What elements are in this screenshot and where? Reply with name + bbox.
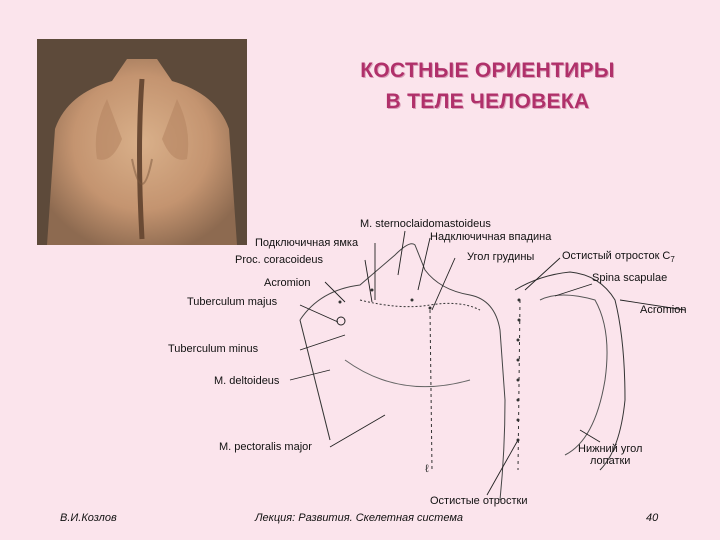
label-deltoideus: M. deltoideus (214, 375, 280, 387)
label-coracoid-process: Proc. coracoideus (235, 254, 324, 266)
label-spina-scapulae: Spina scapulae (592, 272, 668, 284)
label-inferior-angle-line-2: лопатки (589, 455, 631, 467)
label-acromion-right: Acromion (640, 304, 687, 316)
label-spinous-processes: Остистые отростки (430, 495, 528, 507)
label-inferior-angle (578, 443, 642, 467)
label-c7-subscript: 7 (670, 255, 675, 265)
label-pectoralis-major: M. pectoralis major (219, 441, 312, 453)
label-supraclavicular-fossa: Надключичная впадина (430, 231, 552, 243)
svg-text:ℓ: ℓ (425, 463, 429, 475)
label-c7-spinous-process (562, 250, 675, 264)
label-acromion-left: Acromion (264, 277, 311, 289)
label-tuberculum-majus: Tuberculum majus (187, 296, 278, 308)
label-inferior-angle-line-1: Нижний угол (578, 443, 643, 455)
footer-page-number: 40 (646, 512, 659, 524)
label-tuberculum-minus: Tuberculum minus (168, 343, 259, 355)
label-subclavian-fossa: Подключичная ямка (255, 237, 359, 249)
footer-author: В.И.Козлов (60, 512, 117, 524)
label-sternal-angle: Угол грудины (467, 251, 535, 263)
label-sternocleidomastoideus: M. sternoclaidomastoideus (360, 218, 491, 230)
label-c7-text: Остистый отросток C (562, 250, 671, 262)
title-line-2: В ТЕЛЕ ЧЕЛОВЕКА (385, 90, 590, 113)
footer-lecture: Лекция: Развития. Скелетная система (255, 512, 463, 524)
title-line-1: КОСТНЫЕ ОРИЕНТИРЫ (360, 59, 615, 82)
